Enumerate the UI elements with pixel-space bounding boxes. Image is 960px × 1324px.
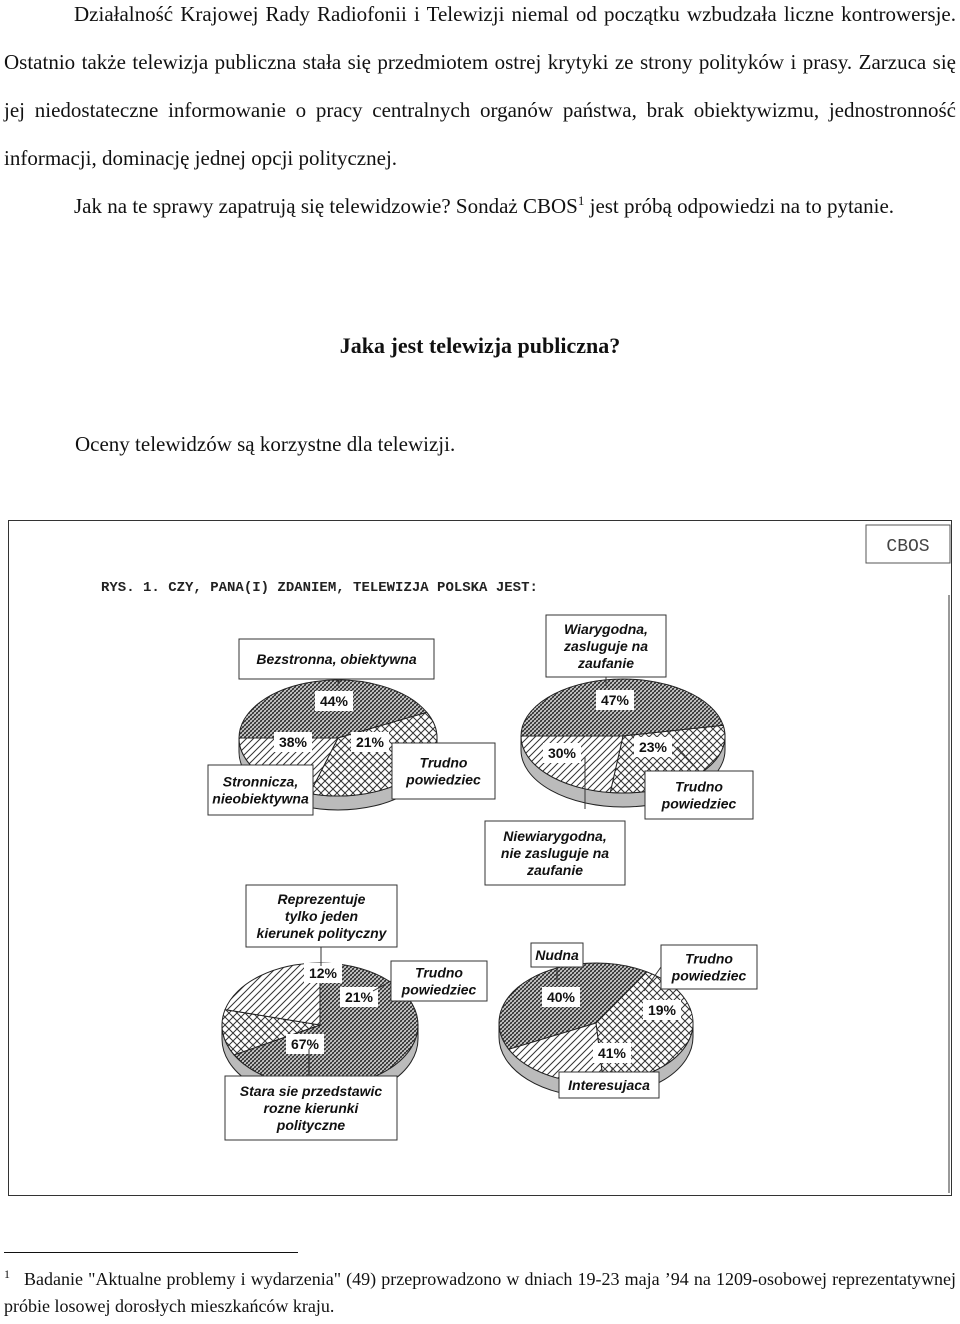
pct-label: 44% [319, 693, 349, 709]
pct-label: 41% [597, 1045, 627, 1061]
category-label: powiedziec [661, 795, 737, 812]
pct-label: 30% [547, 745, 577, 761]
survey-figure [8, 520, 952, 1196]
pct-label: 67% [290, 1036, 320, 1052]
pct-label: 47% [600, 692, 630, 708]
footnote-rule [4, 1252, 298, 1253]
category-label: Nudna [535, 947, 579, 963]
section-heading: Jaka jest telewizja publiczna? [339, 333, 621, 358]
category-label: Stara sie przedstawic [239, 1083, 383, 1099]
figure-caption: RYS. 1. CZY, PANA(I) ZDANIEM, TELEWIZJA POLSKA JEST: [101, 580, 538, 596]
pie-charts-figure [9, 521, 951, 1195]
category-label: Reprezentuje [277, 891, 366, 907]
footnote: $^1$ Badanie "Aktualne problemy i wydarzenia" (49) przeprowadzono w dniach 19-23 maja ’94 na 1209-osobowej reprezentatywnej próbie losowej dorosłych mieszkańców kraju. [4, 1267, 956, 1316]
pct-label: 21% [344, 989, 374, 1005]
category-label: Wiarygodna, [564, 621, 648, 637]
pct-label: 21% [355, 734, 385, 750]
category-label: Bezstronna, obiektywna [256, 651, 417, 667]
footnote-marker: 1 [4, 1267, 10, 1281]
category-label: kierunek polityczny [256, 925, 387, 941]
category-label: Trudno [415, 964, 463, 981]
category-label: Interesujaca [568, 1077, 650, 1093]
category-label: powiedziec [406, 771, 481, 788]
source-label: CBOS [886, 537, 930, 557]
category-label: tylko jeden [284, 908, 359, 924]
pct-label: 38% [278, 734, 308, 750]
category-label: nieobiektywna [212, 790, 309, 807]
pie-chart-4 [499, 943, 757, 1098]
pct-label: 23% [638, 739, 668, 755]
section-subheading: Oceny telewidzów są korzystne dla telewizji. [75, 432, 456, 456]
category-label: powiedziec [401, 981, 477, 998]
category-label: Trudno [675, 778, 723, 795]
pie-chart-2 [485, 615, 753, 885]
category-label: Trudno [419, 754, 468, 771]
pct-label: 19% [647, 1002, 677, 1018]
pie-chart-1 [208, 639, 495, 815]
pie-chart-3 [222, 885, 487, 1140]
question-paragraph: Jak na te sprawy zapatrują się telewidzowie? Sondaż CBOS$^1$ jest próbą odpowiedzi na to pytanie. [74, 193, 895, 218]
pct-label: 40% [546, 989, 576, 1005]
category-label: zaufanie [577, 655, 635, 671]
category-label: zaufanie [526, 862, 584, 878]
category-label: Stronnicza, [222, 773, 299, 790]
category-label: powiedziec [671, 967, 747, 984]
category-label: zasluguje na [563, 638, 649, 654]
category-label: Niewiarygodna, [503, 828, 607, 844]
pct-label: 12% [308, 965, 338, 981]
intro-paragraph: Działalność Krajowej Rady Radiofonii i Telewizji niemal od początku wzbudzała liczne kontrowersje. Ostatnio także telewizja publiczna stała się przedmiotem ostrej krytyki ze strony polityków i prasy. Zarzuca się jej niedostateczne informowanie o pracy centralnych organów państwa, brak obiektywizmu, jednostronność informacji, dominację jednej opcji politycznej. [4, 2, 956, 170]
category-label: Trudno [685, 950, 733, 967]
footnote-ref[interactable]: 1 [577, 193, 585, 208]
category-label: nie zasluguje na [500, 845, 610, 861]
category-label: polityczne [276, 1117, 346, 1133]
category-label: rozne kierunki [263, 1100, 359, 1116]
